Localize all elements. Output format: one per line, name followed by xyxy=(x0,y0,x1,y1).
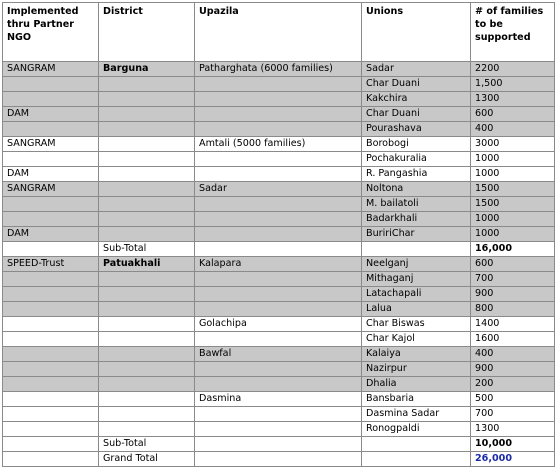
upazila-cell: Bawfal xyxy=(195,347,362,362)
union-cell: Bansbaria xyxy=(362,392,471,407)
union-cell: Sadar xyxy=(362,62,471,77)
table-row xyxy=(3,287,555,302)
header-ngo: Implemented thru Partner NGO xyxy=(3,3,99,62)
table-row xyxy=(3,272,555,287)
families-cell: 1600 xyxy=(471,332,555,347)
union-cell: Noltona xyxy=(362,182,471,197)
header-district: District xyxy=(99,3,195,62)
ngo-cell xyxy=(3,242,99,257)
table-header xyxy=(3,3,555,62)
ngo-cell xyxy=(3,152,99,167)
ngo-cell: SANGRAM xyxy=(3,137,99,152)
district-cell xyxy=(99,407,195,422)
upazila-cell xyxy=(195,332,362,347)
district-cell: Patuakhali xyxy=(99,257,195,272)
ngo-cell xyxy=(3,197,99,212)
upazila-cell xyxy=(195,212,362,227)
upazila-cell xyxy=(195,167,362,182)
table-row xyxy=(3,182,555,197)
families-cell: 1400 xyxy=(471,317,555,332)
header-families: # of families to be supported xyxy=(471,3,555,62)
ngo-cell xyxy=(3,287,99,302)
ngo-cell xyxy=(3,407,99,422)
union-cell: Neelganj xyxy=(362,257,471,272)
union-cell: Kakchira xyxy=(362,92,471,107)
district-cell xyxy=(99,212,195,227)
ngo-cell xyxy=(3,437,99,452)
subtotal-row xyxy=(3,437,555,452)
ngo-cell: SPEED-Trust xyxy=(3,257,99,272)
upazila-cell xyxy=(195,302,362,317)
families-cell: 16,000 xyxy=(471,242,555,257)
families-support-table xyxy=(2,2,555,467)
ngo-cell xyxy=(3,377,99,392)
district-cell xyxy=(99,182,195,197)
upazila-cell xyxy=(195,122,362,137)
district-cell xyxy=(99,197,195,212)
district-cell: Barguna xyxy=(99,62,195,77)
table-row xyxy=(3,77,555,92)
table-row xyxy=(3,362,555,377)
upazila-cell: Sadar xyxy=(195,182,362,197)
district-cell: Sub-Total xyxy=(99,242,195,257)
upazila-cell xyxy=(195,422,362,437)
ngo-cell xyxy=(3,332,99,347)
union-cell: Char Duani xyxy=(362,77,471,92)
union-cell: Lalua xyxy=(362,302,471,317)
district-cell: Sub-Total xyxy=(99,437,195,452)
district-cell xyxy=(99,347,195,362)
upazila-cell: Kalapara xyxy=(195,257,362,272)
upazila-cell xyxy=(195,407,362,422)
upazila-cell xyxy=(195,362,362,377)
district-cell xyxy=(99,302,195,317)
table-row xyxy=(3,212,555,227)
union-cell: Pourashava xyxy=(362,122,471,137)
upazila-cell xyxy=(195,227,362,242)
ngo-cell: SANGRAM xyxy=(3,182,99,197)
upazila-cell xyxy=(195,437,362,452)
table-row xyxy=(3,197,555,212)
families-cell: 2200 xyxy=(471,62,555,77)
district-cell xyxy=(99,107,195,122)
table-row xyxy=(3,257,555,272)
ngo-cell xyxy=(3,392,99,407)
upazila-cell: Patharghata (6000 families) xyxy=(195,62,362,77)
table-row xyxy=(3,92,555,107)
district-cell xyxy=(99,92,195,107)
union-cell: Badarkhali xyxy=(362,212,471,227)
table-row xyxy=(3,62,555,77)
families-cell: 10,000 xyxy=(471,437,555,452)
district-cell xyxy=(99,137,195,152)
families-cell: 200 xyxy=(471,377,555,392)
district-cell xyxy=(99,287,195,302)
families-cell: 900 xyxy=(471,362,555,377)
table-row xyxy=(3,422,555,437)
district-cell xyxy=(99,227,195,242)
families-cell: 26,000 xyxy=(471,452,555,467)
header-unions: Unions xyxy=(362,3,471,62)
families-cell: 1000 xyxy=(471,212,555,227)
table-body xyxy=(3,62,555,467)
families-cell: 1000 xyxy=(471,152,555,167)
families-cell: 700 xyxy=(471,272,555,287)
union-cell: Latachapali xyxy=(362,287,471,302)
upazila-cell xyxy=(195,272,362,287)
ngo-cell xyxy=(3,317,99,332)
upazila-cell xyxy=(195,242,362,257)
table-row xyxy=(3,167,555,182)
union-cell: Char Biswas xyxy=(362,317,471,332)
families-cell: 600 xyxy=(471,107,555,122)
union-cell: Char Kajol xyxy=(362,332,471,347)
district-cell xyxy=(99,422,195,437)
district-cell xyxy=(99,122,195,137)
union-cell: Char Duani xyxy=(362,107,471,122)
upazila-cell xyxy=(195,92,362,107)
union-cell: M. bailatoli xyxy=(362,197,471,212)
table-row xyxy=(3,137,555,152)
district-cell xyxy=(99,392,195,407)
families-cell: 900 xyxy=(471,287,555,302)
table-row xyxy=(3,377,555,392)
families-cell: 1,500 xyxy=(471,77,555,92)
families-cell: 500 xyxy=(471,392,555,407)
upazila-cell: Amtali (5000 families) xyxy=(195,137,362,152)
table-row xyxy=(3,227,555,242)
union-cell: Borobogi xyxy=(362,137,471,152)
ngo-cell: DAM xyxy=(3,227,99,242)
union-cell: Kalaiya xyxy=(362,347,471,362)
district-cell xyxy=(99,317,195,332)
ngo-cell: DAM xyxy=(3,107,99,122)
union-cell: Dhalia xyxy=(362,377,471,392)
table-row xyxy=(3,152,555,167)
upazila-cell xyxy=(195,107,362,122)
district-cell: Grand Total xyxy=(99,452,195,467)
table-row xyxy=(3,407,555,422)
ngo-cell xyxy=(3,212,99,227)
ngo-cell xyxy=(3,77,99,92)
district-cell xyxy=(99,152,195,167)
families-cell: 1300 xyxy=(471,422,555,437)
upazila-cell xyxy=(195,77,362,92)
ngo-cell: SANGRAM xyxy=(3,62,99,77)
table-row xyxy=(3,332,555,347)
upazila-cell xyxy=(195,452,362,467)
families-cell: 600 xyxy=(471,257,555,272)
union-cell: R. Pangashia xyxy=(362,167,471,182)
families-cell: 1000 xyxy=(471,167,555,182)
ngo-cell xyxy=(3,347,99,362)
ngo-cell xyxy=(3,362,99,377)
upazila-cell xyxy=(195,377,362,392)
table-row xyxy=(3,347,555,362)
district-cell xyxy=(99,377,195,392)
ngo-cell xyxy=(3,122,99,137)
union-cell: Nazirpur xyxy=(362,362,471,377)
table-row xyxy=(3,302,555,317)
families-cell: 400 xyxy=(471,122,555,137)
ngo-cell xyxy=(3,422,99,437)
union-cell: Ronogpaldi xyxy=(362,422,471,437)
families-cell: 1500 xyxy=(471,197,555,212)
upazila-cell: Dasmina xyxy=(195,392,362,407)
union-cell: Pochakuralia xyxy=(362,152,471,167)
upazila-cell xyxy=(195,197,362,212)
upazila-cell xyxy=(195,152,362,167)
union-cell xyxy=(362,452,471,467)
families-cell: 800 xyxy=(471,302,555,317)
upazila-cell: Golachipa xyxy=(195,317,362,332)
table-row xyxy=(3,392,555,407)
grand-total-row xyxy=(3,452,555,467)
families-cell: 1000 xyxy=(471,227,555,242)
families-cell: 1500 xyxy=(471,182,555,197)
ngo-cell xyxy=(3,302,99,317)
union-cell: Mithaganj xyxy=(362,272,471,287)
ngo-cell xyxy=(3,272,99,287)
district-cell xyxy=(99,332,195,347)
ngo-cell: DAM xyxy=(3,167,99,182)
union-cell xyxy=(362,437,471,452)
district-cell xyxy=(99,362,195,377)
subtotal-row xyxy=(3,242,555,257)
families-cell: 400 xyxy=(471,347,555,362)
union-cell xyxy=(362,242,471,257)
header-row xyxy=(3,3,555,62)
ngo-cell xyxy=(3,92,99,107)
table-row xyxy=(3,122,555,137)
district-cell xyxy=(99,272,195,287)
union-cell: BuririChar xyxy=(362,227,471,242)
upazila-cell xyxy=(195,287,362,302)
table-row xyxy=(3,107,555,122)
header-upazila: Upazila xyxy=(195,3,362,62)
families-cell: 700 xyxy=(471,407,555,422)
union-cell: Dasmina Sadar xyxy=(362,407,471,422)
families-cell: 1300 xyxy=(471,92,555,107)
district-cell xyxy=(99,167,195,182)
table-row xyxy=(3,317,555,332)
families-cell: 3000 xyxy=(471,137,555,152)
ngo-cell xyxy=(3,452,99,467)
district-cell xyxy=(99,77,195,92)
